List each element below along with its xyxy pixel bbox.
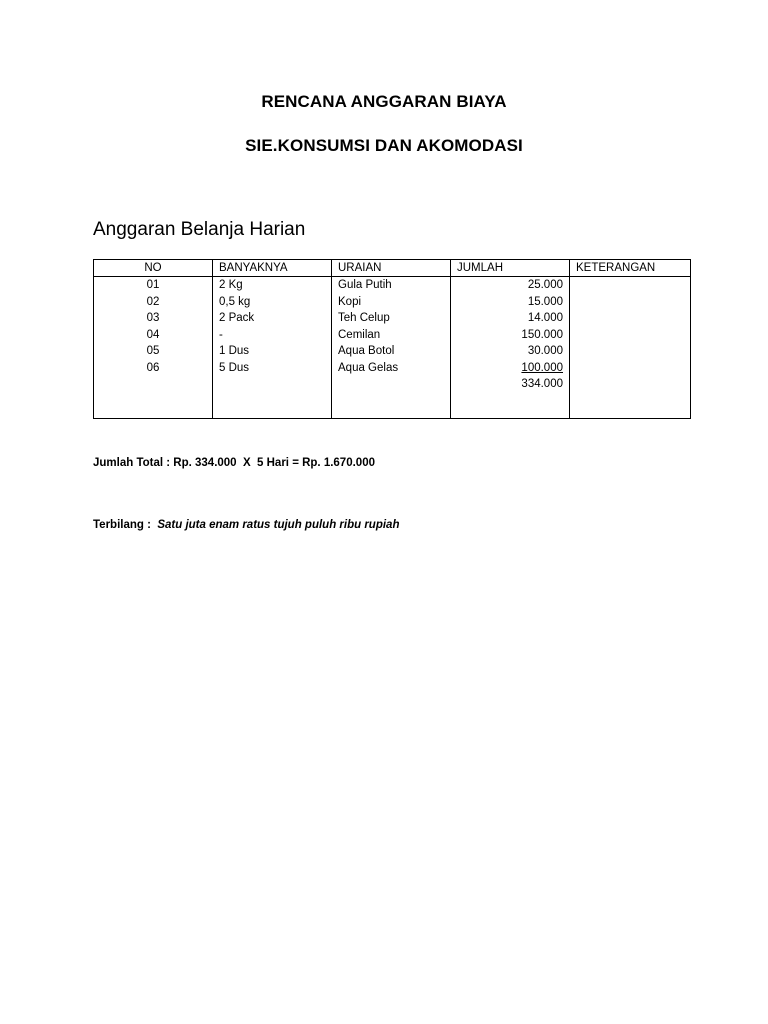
table-row <box>94 294 691 311</box>
column-header-keterangan: KETERANGAN <box>570 260 691 277</box>
grand-total-line: Jumlah Total : Rp. 334.000 X 5 Hari = Rp. 1.670.000 <box>93 457 375 469</box>
cell-no: 04 <box>94 327 213 344</box>
cell-qty: 0,5 kg <box>213 294 332 311</box>
blank-row <box>94 393 691 419</box>
cell-item: Teh Celup <box>332 310 451 327</box>
cell-amount: 30.000 <box>451 343 570 360</box>
cell-item: Aqua Gelas <box>332 360 451 377</box>
cell-qty: - <box>213 327 332 344</box>
spelled-label: Terbilang : <box>93 519 151 531</box>
cell-note <box>570 277 691 294</box>
cell-note <box>570 327 691 344</box>
cell-amount: 25.000 <box>451 277 570 294</box>
column-header-uraian: URAIAN <box>332 260 451 277</box>
table-header-row <box>94 260 691 277</box>
table-row <box>94 310 691 327</box>
subtotal-row <box>94 376 691 393</box>
cell-no: 05 <box>94 343 213 360</box>
cell-note <box>570 360 691 377</box>
table-row <box>94 343 691 360</box>
cell-no: 02 <box>94 294 213 311</box>
document-subtitle: SIE.KONSUMSI DAN AKOMODASI <box>245 136 523 155</box>
table-row <box>94 277 691 294</box>
cell-no: 06 <box>94 360 213 377</box>
table-row <box>94 360 691 377</box>
cell-item: Aqua Botol <box>332 343 451 360</box>
spelled-value: Satu juta enam ratus tujuh puluh ribu rupiah <box>157 519 400 531</box>
cell-item: Gula Putih <box>332 277 451 294</box>
subtotal-amount: 334.000 <box>451 376 570 393</box>
cell-item: Kopi <box>332 294 451 311</box>
spelled-amount <box>93 519 399 531</box>
cell-qty: 2 Pack <box>213 310 332 327</box>
cell-amount <box>451 360 570 377</box>
column-header-no: NO <box>94 260 213 277</box>
column-header-jumlah: JUMLAH <box>451 260 570 277</box>
cell-amount: 15.000 <box>451 294 570 311</box>
cell-no: 03 <box>94 310 213 327</box>
column-header-banyaknya: BANYAKNYA <box>213 260 332 277</box>
cell-qty: 2 Kg <box>213 277 332 294</box>
budget-table <box>93 259 691 419</box>
section-title: Anggaran Belanja Harian <box>93 219 306 240</box>
cell-no: 01 <box>94 277 213 294</box>
table-row <box>94 327 691 344</box>
last-amount-underlined: 100.000 <box>521 361 563 374</box>
document-title: RENCANA ANGGARAN BIAYA <box>261 92 507 111</box>
cell-amount: 150.000 <box>451 327 570 344</box>
cell-note <box>570 310 691 327</box>
cell-note <box>570 294 691 311</box>
cell-qty: 5 Dus <box>213 360 332 377</box>
cell-qty: 1 Dus <box>213 343 332 360</box>
cell-amount: 14.000 <box>451 310 570 327</box>
cell-note <box>570 343 691 360</box>
cell-item: Cemilan <box>332 327 451 344</box>
